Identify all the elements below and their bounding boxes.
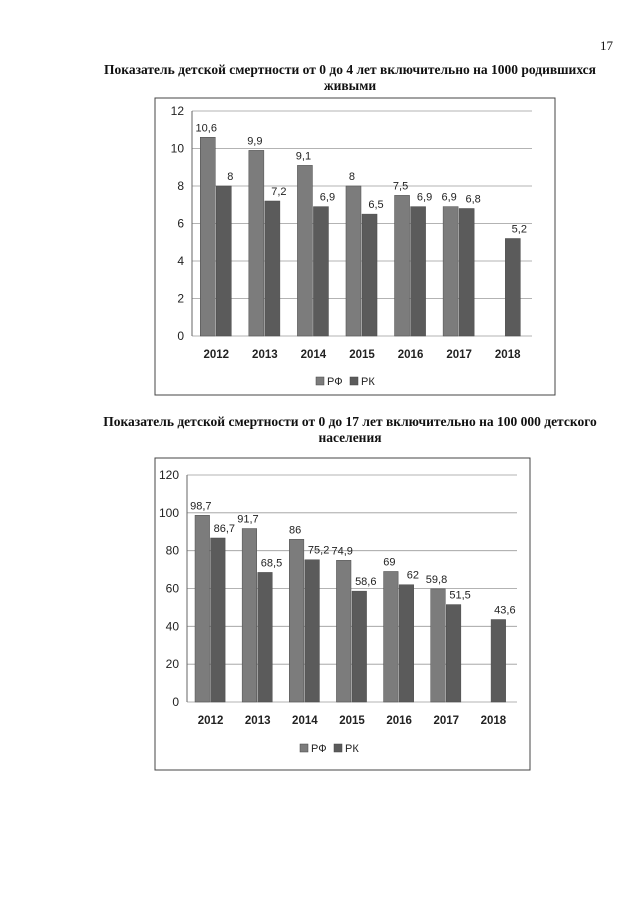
chart-title-1: Показатель детской смертности от 0 до 4 лет включительно на 1000 родившихся живыми bbox=[104, 62, 596, 93]
legend-label-РК: РК bbox=[361, 376, 375, 388]
x-tick-label: 2018 bbox=[480, 715, 507, 727]
bar-РФ-2012 bbox=[195, 515, 210, 702]
data-label-РФ-2013: 9,9 bbox=[247, 135, 263, 148]
data-label-РФ-2012: 98,7 bbox=[190, 500, 212, 513]
legend-label-РФ: РФ bbox=[327, 376, 343, 388]
data-label-РК-2017: 6,8 bbox=[465, 193, 481, 206]
bar-РК-2014 bbox=[305, 560, 320, 702]
y-tick-label: 10 bbox=[170, 141, 184, 156]
data-label-РФ-2015: 8 bbox=[348, 171, 356, 183]
bar-РК-2018 bbox=[491, 620, 506, 702]
bar-РК-2016 bbox=[399, 585, 414, 702]
data-label-РК-2015: 58,6 bbox=[355, 576, 377, 589]
legend-label-РФ: РФ bbox=[311, 743, 327, 755]
x-tick-label: 2012 bbox=[197, 715, 224, 727]
y-tick-label: 20 bbox=[165, 657, 179, 672]
data-label-РФ-2012: 10,6 bbox=[195, 122, 217, 135]
data-label-РФ-2017: 59,8 bbox=[425, 573, 448, 586]
y-tick-label: 12 bbox=[170, 104, 184, 118]
legend-swatch-РФ bbox=[300, 744, 308, 752]
legend-label-РК: РК bbox=[345, 743, 359, 755]
page-number: 17 bbox=[600, 38, 613, 53]
data-label-РФ-2016: 69 bbox=[383, 556, 396, 569]
data-label-РФ-2017: 6,9 bbox=[441, 191, 457, 204]
y-tick-label: 8 bbox=[177, 179, 184, 193]
x-tick-label: 2016 bbox=[397, 349, 424, 361]
y-tick-label: 6 bbox=[177, 216, 184, 231]
data-label-РК-2012: 86,7 bbox=[213, 522, 236, 535]
x-tick-label: 2013 bbox=[252, 349, 278, 361]
x-tick-label: 2015 bbox=[349, 349, 375, 361]
data-label-РФ-2015: 74,9 bbox=[331, 545, 353, 558]
y-tick-label: 120 bbox=[158, 468, 179, 482]
x-tick-label: 2014 bbox=[292, 715, 318, 727]
y-tick-label: 4 bbox=[177, 254, 184, 268]
bar-РК-2017 bbox=[446, 605, 461, 702]
data-label-РФ-2014: 9,1 bbox=[295, 150, 312, 163]
y-tick-label: 60 bbox=[165, 581, 179, 596]
x-tick-label: 2016 bbox=[386, 715, 412, 727]
y-tick-label: 0 bbox=[172, 695, 179, 709]
x-tick-label: 2015 bbox=[339, 715, 365, 727]
bar-РК-2013 bbox=[258, 572, 273, 702]
data-label-РК-2014: 6,9 bbox=[319, 191, 336, 204]
legend-swatch-РК bbox=[334, 744, 342, 752]
data-label-РК-2013: 68,5 bbox=[260, 557, 283, 570]
data-label-РК-2012: 8 bbox=[227, 171, 234, 183]
bar-РК-2015 bbox=[352, 591, 367, 702]
bar-РФ-2013 bbox=[242, 529, 257, 702]
data-label-РК-2017: 51,5 bbox=[449, 589, 471, 602]
chart-title-2: Показатель детской смертности от 0 до 17 лет включительно на 100 000 детского населения bbox=[103, 414, 597, 445]
y-tick-label: 100 bbox=[158, 505, 179, 520]
y-tick-label: 40 bbox=[165, 619, 179, 634]
data-label-РФ-2014: 86 bbox=[288, 524, 302, 537]
data-label-РК-2018: 43,6 bbox=[494, 604, 516, 617]
data-label-РФ-2016: 7,5 bbox=[392, 180, 409, 193]
data-label-РК-2014: 75,2 bbox=[307, 544, 330, 557]
x-tick-label: 2017 bbox=[446, 349, 472, 361]
x-tick-label: 2013 bbox=[244, 715, 271, 727]
bar-РФ-2014 bbox=[289, 539, 304, 702]
bar-РК-2012 bbox=[211, 538, 226, 702]
x-tick-label: 2012 bbox=[203, 349, 230, 361]
bar-РФ-2015 bbox=[336, 560, 351, 702]
bar-РФ-2017 bbox=[431, 589, 446, 702]
y-tick-label: 0 bbox=[177, 329, 184, 343]
x-tick-label: 2014 bbox=[300, 349, 327, 361]
x-tick-label: 2018 bbox=[494, 349, 521, 361]
data-label-РК-2015: 6,5 bbox=[368, 199, 384, 212]
y-tick-label: 2 bbox=[177, 291, 184, 306]
x-tick-label: 2017 bbox=[433, 715, 460, 727]
data-label-РФ-2013: 91,7 bbox=[237, 513, 259, 526]
data-label-РК-2016: 62 bbox=[406, 569, 420, 582]
y-tick-label: 80 bbox=[165, 543, 179, 558]
data-label-РК-2018: 5,2 bbox=[511, 223, 527, 236]
bar-РФ-2016 bbox=[384, 571, 399, 702]
data-label-РК-2013: 7,2 bbox=[271, 186, 287, 198]
data-label-РК-2016: 6,9 bbox=[416, 191, 433, 204]
